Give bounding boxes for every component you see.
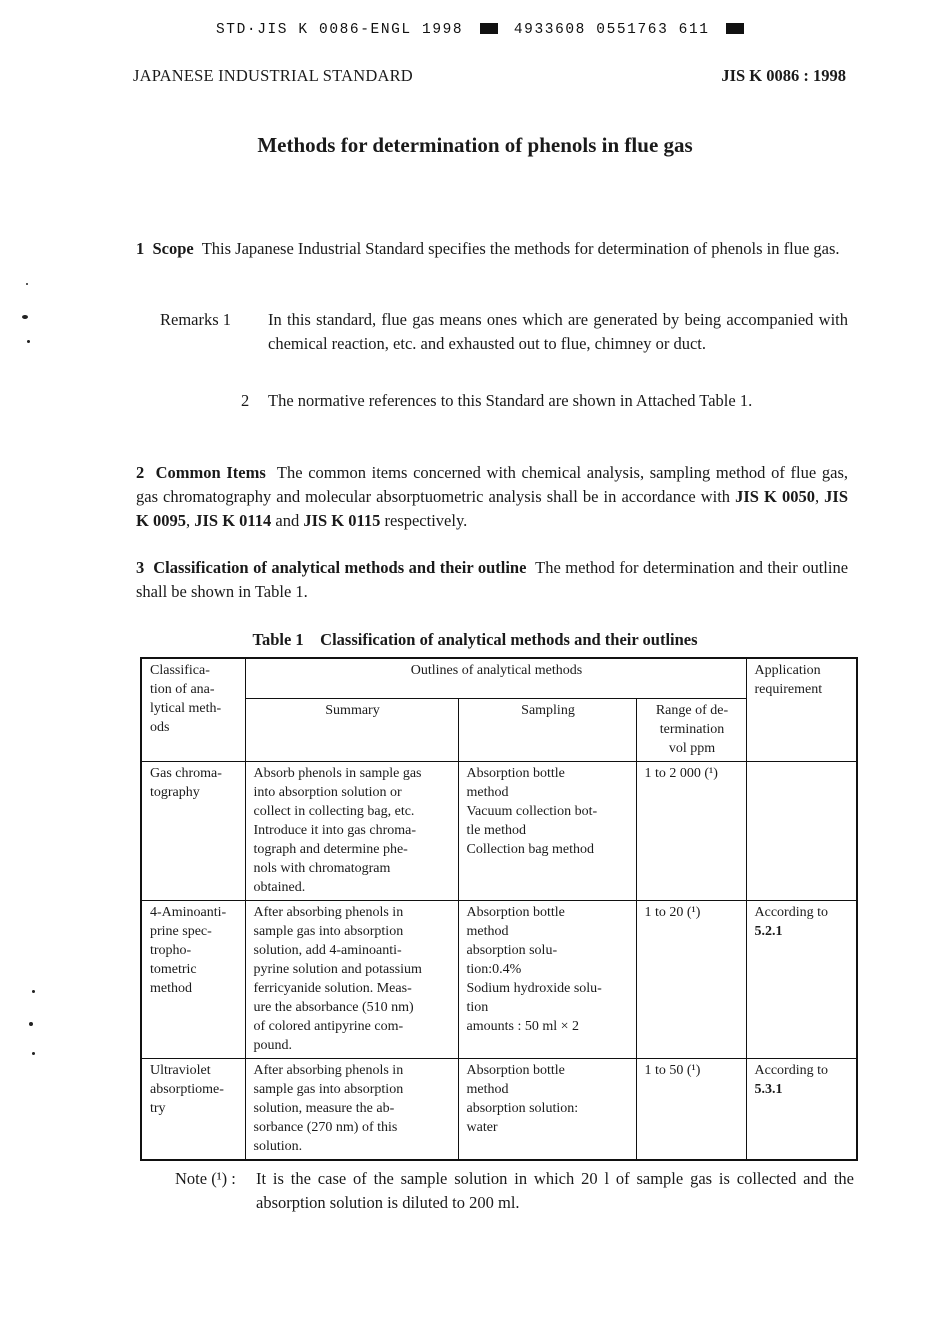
cell-range: 1 to 20 (¹) bbox=[636, 901, 746, 1059]
cell-application bbox=[746, 901, 857, 1059]
cell-summary: After absorbing phenols in sample gas into absorption solution, measure the ab- sorbance (270 nm) of this solution. bbox=[245, 1059, 458, 1161]
section-number: 2 bbox=[136, 463, 145, 482]
note-label: Note (¹) : bbox=[175, 1169, 236, 1188]
remarks-label: Remarks 1 bbox=[160, 310, 232, 329]
section-text: The common items concerned with chemical analysis, sampling method of flue gas, gas chromatography and molecular absorptuometric analysis shall be in accordance with bbox=[136, 463, 848, 506]
scan-speck bbox=[26, 283, 28, 285]
application-clause-ref: 5.3.1 bbox=[754, 1082, 783, 1097]
reference-standard: JIS K 0050 bbox=[735, 487, 815, 506]
remark-2-text: The normative references to this Standard are shown in Attached Table 1. bbox=[268, 391, 753, 410]
conjunction-text: and bbox=[275, 511, 300, 530]
cell-sampling: Absorption bottle method absorption solu- tion:0.4% Sodium hydroxide solu- tion amounts : 50 ml × 2 bbox=[458, 901, 636, 1059]
section-classification bbox=[136, 556, 848, 604]
reference-standard: JIS K 0115 bbox=[303, 511, 381, 530]
table-row bbox=[141, 762, 857, 901]
table-row bbox=[141, 901, 857, 1059]
section-scope bbox=[136, 237, 848, 261]
remark-2-number: 2 bbox=[241, 391, 250, 410]
scan-speck bbox=[32, 990, 35, 993]
section-text-end: respectively. bbox=[384, 511, 468, 530]
section-text: The method for determination and their outline shall be shown in Table 1. bbox=[136, 558, 849, 601]
cell-classification: Ultraviolet absorptiome- try bbox=[141, 1059, 245, 1161]
section-text: This Japanese Industrial Standard specifies the methods for determination of phenols in flue gas. bbox=[201, 239, 840, 258]
header-standard-label: JAPANESE INDUSTRIAL STANDARD bbox=[133, 66, 413, 85]
header-outlines: Outlines of analytical methods bbox=[245, 658, 746, 699]
note-text: It is the case of the sample solution in which 20 l of sample gas is collected and the absorption solution is diluted to 200 ml. bbox=[256, 1169, 854, 1212]
cell-sampling: Absorption bottle method Vacuum collection bot- tle method Collection bag method bbox=[458, 762, 636, 901]
scan-speck bbox=[22, 315, 28, 319]
reference-standard: JIS K 0095 bbox=[136, 487, 849, 530]
header-range: Range of de- termination vol ppm bbox=[636, 699, 746, 762]
cell-range: 1 to 50 (¹) bbox=[636, 1059, 746, 1161]
cell-application bbox=[746, 762, 857, 901]
section-heading: Common Items bbox=[155, 463, 266, 482]
section-heading: Scope bbox=[152, 239, 194, 258]
methods-table bbox=[140, 657, 858, 1161]
cell-application bbox=[746, 1059, 857, 1161]
reference-standard: JIS K 0114 bbox=[194, 511, 272, 530]
header-classification: Classifica- tion of ana- lytical meth- ods bbox=[141, 658, 245, 762]
document-stamp-line bbox=[216, 22, 750, 38]
stamp-block-mark bbox=[726, 23, 744, 34]
header-application: Application requirement bbox=[746, 658, 857, 762]
application-text: According to bbox=[754, 1063, 828, 1078]
scan-speck bbox=[27, 340, 30, 343]
cell-sampling: Absorption bottle method absorption solution: water bbox=[458, 1059, 636, 1161]
cell-summary: After absorbing phenols in sample gas into absorption solution, add 4-aminoanti- pyrine solution and potassium ferricyanide solution. Meas- ure the absorbance (510 nm) of colored antipyrine com- pound. bbox=[245, 901, 458, 1059]
cell-classification: 4-Aminoanti- prine spec- tropho- tometric method bbox=[141, 901, 245, 1059]
table-header-row bbox=[141, 658, 857, 699]
cell-classification: Gas chroma- tography bbox=[141, 762, 245, 901]
stamp-doc-id: STD·JIS K 0086-ENGL 1998 bbox=[216, 22, 464, 38]
application-text: According to bbox=[754, 905, 828, 920]
application-clause-ref: 5.2.1 bbox=[754, 924, 783, 939]
stamp-code: 4933608 0551763 611 bbox=[513, 22, 710, 38]
table-caption: Table 1 Classification of analytical methods and their outlines bbox=[252, 630, 698, 649]
scan-speck bbox=[32, 1052, 35, 1055]
section-number: 1 bbox=[136, 239, 145, 258]
header-summary: Summary bbox=[245, 699, 458, 762]
header-standard-number: JIS K 0086 : 1998 bbox=[721, 66, 846, 85]
scan-speck bbox=[29, 1022, 33, 1026]
section-heading: Classification of analytical methods and their outline bbox=[153, 558, 527, 577]
cell-summary: Absorb phenols in sample gas into absorption solution or collect in collecting bag, etc. Introduce it into gas chroma- tograph and determine phe- nols with chromatogram obtained. bbox=[245, 762, 458, 901]
cell-range: 1 to 2 000 (¹) bbox=[636, 762, 746, 901]
stamp-block-mark bbox=[480, 23, 498, 34]
header-sampling: Sampling bbox=[458, 699, 636, 762]
table-row bbox=[141, 1059, 857, 1161]
remark-1-text: In this standard, flue gas means ones which are generated by being accompanied with chemical reaction, etc. and exhausted out to flue, chimney or duct. bbox=[268, 310, 848, 353]
page-title: Methods for determination of phenols in flue gas bbox=[257, 133, 693, 157]
section-common-items: 2 Common Items The common items concerned with chemical analysis, sampling method of flue gas, gas chromatography and molecular absorptuometric analysis shall be in accordance with JIS K 0050, JIS K 0095, JIS K 0114 and JIS K 0115 respectively. bbox=[136, 463, 849, 530]
section-number: 3 bbox=[136, 558, 145, 577]
